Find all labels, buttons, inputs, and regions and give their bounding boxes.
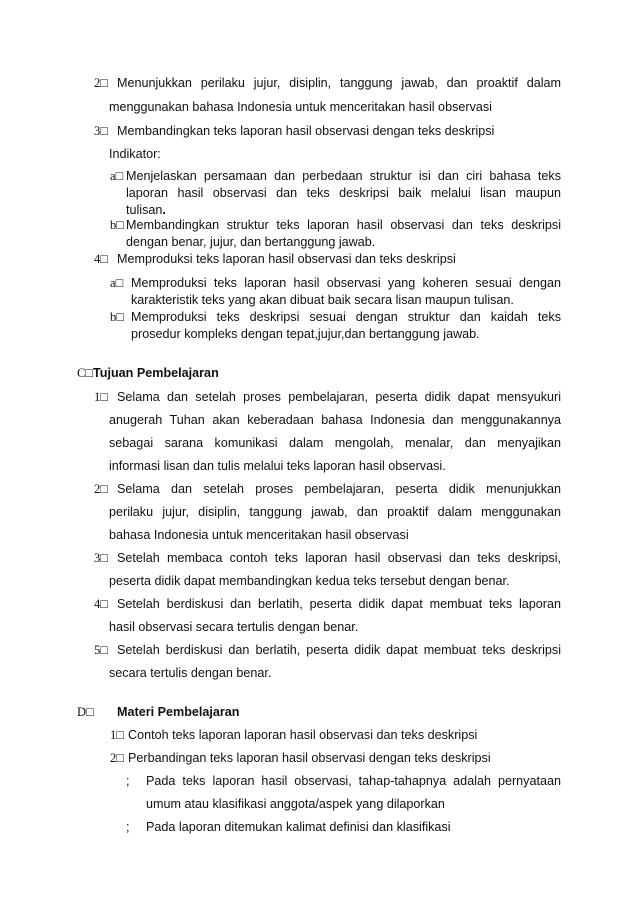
indikator-4b-line-1: Memproduksi teks deskripsi sesuai dengan struktur dan kaidah teks [131, 310, 561, 324]
bullet-1-line-1: Pada teks laporan hasil observasi, tahap-tahapnya adalah pernyataan [146, 774, 561, 788]
tujuan-2-line-1: Selama dan setelah proses pembelajaran, peserta didik menunjukkan [117, 482, 561, 496]
bullet-2-line-1: Pada laporan ditemukan kalimat definisi dan klasifikasi [146, 820, 451, 834]
bullet-1-mark: ; [126, 774, 130, 788]
materi-1-text: Contoh teks laporan laporan hasil observasi dan teks deskripsi [128, 728, 478, 742]
kd-2-line-1: Menunjukkan perilaku jujur, disiplin, tanggung jawab, dan proaktif dalam [117, 76, 561, 90]
indikator-3a-mark: a□ [110, 169, 124, 183]
tujuan-4-line-1: Setelah berdiskusi dan berlatih, peserta didik dapat membuat teks laporan [117, 597, 561, 611]
materi-2-text: Perbandingan teks laporan hasil observasi dengan teks deskripsi [128, 751, 491, 765]
indikator-3b-mark: b□ [110, 218, 124, 232]
bullet-1-line-2: umum atau klasifikasi anggota/aspek yang dilaporkan [146, 797, 445, 811]
section-c-heading: C□Tujuan Pembelajaran [77, 366, 219, 380]
kd-4-line-1: Memproduksi teks laporan hasil observasi dan teks deskripsi [117, 252, 456, 266]
indikator-3a-line-3: tulisan. [126, 203, 166, 217]
indikator-4b-line-2: prosedur kompleks dengan tepat,jujur,dan bertanggung jawab. [131, 327, 480, 341]
tujuan-4-number: 4□ [94, 597, 108, 611]
indikator-3a-line-2: laporan hasil observasi dan teks deskripsi baik melalui lisan maupun [126, 186, 561, 200]
tujuan-3-line-2: peserta didik dapat membandingkan kedua teks tersebut dengan benar. [109, 574, 510, 588]
indikator-4b-mark: b□ [110, 310, 124, 324]
kd-2-number: 2□ [94, 76, 108, 90]
materi-1-number: 1□ [110, 728, 124, 742]
bullet-2-mark: ; [126, 820, 130, 834]
tujuan-1-line-1: Selama dan setelah proses pembelajaran, peserta didik dapat mensyukuri [117, 390, 561, 404]
tujuan-3-line-1: Setelah membaca contoh teks laporan hasil observasi dan teks deskripsi, [117, 551, 561, 565]
tujuan-2-line-2: perilaku jujur, disiplin, tanggung jawab, dan proaktif dalam menggunakan [109, 505, 561, 519]
indikator-3a-line-1: Menjelaskan persamaan dan perbedaan struktur isi dan ciri bahasa teks [126, 169, 561, 183]
indikator-4a-line-2: karakteristik teks yang akan dibuat baik secara lisan maupun tulisan. [131, 293, 514, 307]
tujuan-1-line-3: sebagai sarana komunikasi dalam mengolah, menalar, dan menyajikan [109, 436, 561, 450]
indikator-3b-line-1: Membandingkan struktur teks laporan hasil observasi dan teks deskripsi [126, 218, 561, 232]
tujuan-2-line-3: bahasa Indonesia untuk menceritakan hasil observasi [109, 528, 409, 542]
tujuan-2-number: 2□ [94, 482, 108, 496]
kd-3-line-1: Membandingkan teks laporan hasil observasi dengan teks deskripsi [117, 124, 495, 138]
kd-4-number: 4□ [94, 252, 108, 266]
indikator-4a-line-1: Memproduksi teks laporan hasil observasi yang koheren sesuai dengan [131, 276, 561, 290]
section-d-letter: D□ [77, 705, 94, 719]
indikator-3b-line-2: dengan benar, jujur, dan bertanggung jawab. [126, 235, 376, 249]
section-d-heading: Materi Pembelajaran [117, 705, 240, 719]
indikator-label: Indikator: [109, 147, 161, 161]
tujuan-1-line-2: anugerah Tuhan akan keberadaan bahasa Indonesia dan menggunakannya [109, 413, 561, 427]
tujuan-5-line-2: secara tertulis dengan benar. [109, 666, 272, 680]
indikator-4a-mark: a□ [110, 276, 124, 290]
tujuan-3-number: 3□ [94, 551, 108, 565]
materi-2-number: 2□ [110, 751, 124, 765]
tujuan-1-number: 1□ [94, 390, 108, 404]
tujuan-5-line-1: Setelah berdiskusi dan berlatih, peserta didik dapat membuat teks deskripsi [117, 643, 561, 657]
tujuan-1-line-4: informasi lisan dan tulis melalui teks laporan hasil observasi. [109, 459, 446, 473]
kd-2-line-2: menggunakan bahasa Indonesia untuk menceritakan hasil observasi [109, 100, 492, 114]
tujuan-4-line-2: hasil observasi secara tertulis dengan benar. [109, 620, 359, 634]
kd-3-number: 3□ [94, 124, 108, 138]
tujuan-5-number: 5□ [94, 643, 108, 657]
